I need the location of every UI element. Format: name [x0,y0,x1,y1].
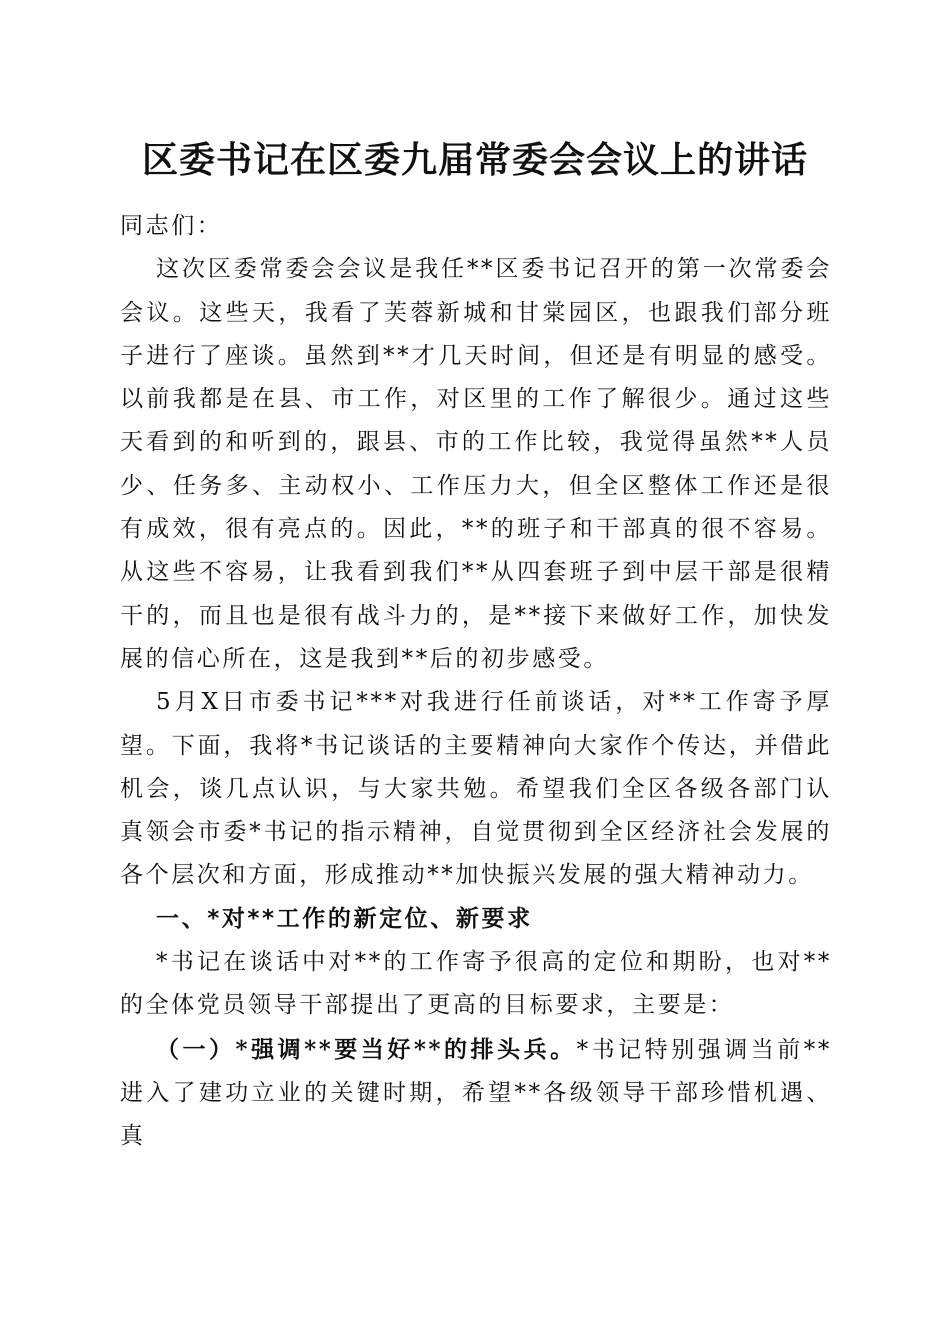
subsection-paragraph [120,1028,832,1159]
document-title: 区委书记在区委九届常委会会议上的讲话 [141,139,808,181]
subsection-text: *书记特别强调当前**进入了建功立业的关键时期，希望**各级领导干部珍惜机遇、真 [120,1036,832,1150]
section-paragraph: *书记在谈话中对**的工作寄予很高的定位和期盼，也对**的全体党员领导干部提出了更高的目标要求，主要是： [120,949,832,1019]
document-body [120,205,832,1159]
section-heading: 一、*对**工作的新定位、新要求 [156,905,533,932]
subsection-lead: （一）*强调**要当好**的排头兵。 [156,1035,577,1063]
paragraph-intro: 这次区委常委会会议是我任**区委书记召开的第一次常委会会议。这些天，我看了芙蓉新城和甘棠园区，也跟我们部分班子进行了座谈。虽然到**才几天时间，但还是有明显的感受。以前我都是在县、市工作，对区里的工作了解很少。通过这些天看到的和听到的，跟县、市的工作比较，我觉得虽然**人员少、任务多、主动权小、工作压力大，但全区整体工作还是很有成效，很有亮点的。因此，**的班子和干部真的很不容易。从这些不容易，让我看到我们**从四套班子到中层干部是很精干的，而且也是很有战斗力的，是**接下来做好工作，加快发展的信心所在，这是我到**后的初步感受。 [120,256,832,672]
salutation: 同志们： [120,213,223,239]
paragraph-talk: 5月X日市委书记***对我进行任前谈话，对**工作寄予厚望。下面，我将*书记谈话的主要精神向大家作个传达，并借此机会，谈几点认识，与大家共勉。希望我们全区各级各部门认真领会市委*书记的指示精神，自觉贯彻到全区经济社会发展的各个层次和方面，形成推动**加快振兴发展的强大精神动力。 [120,689,832,889]
